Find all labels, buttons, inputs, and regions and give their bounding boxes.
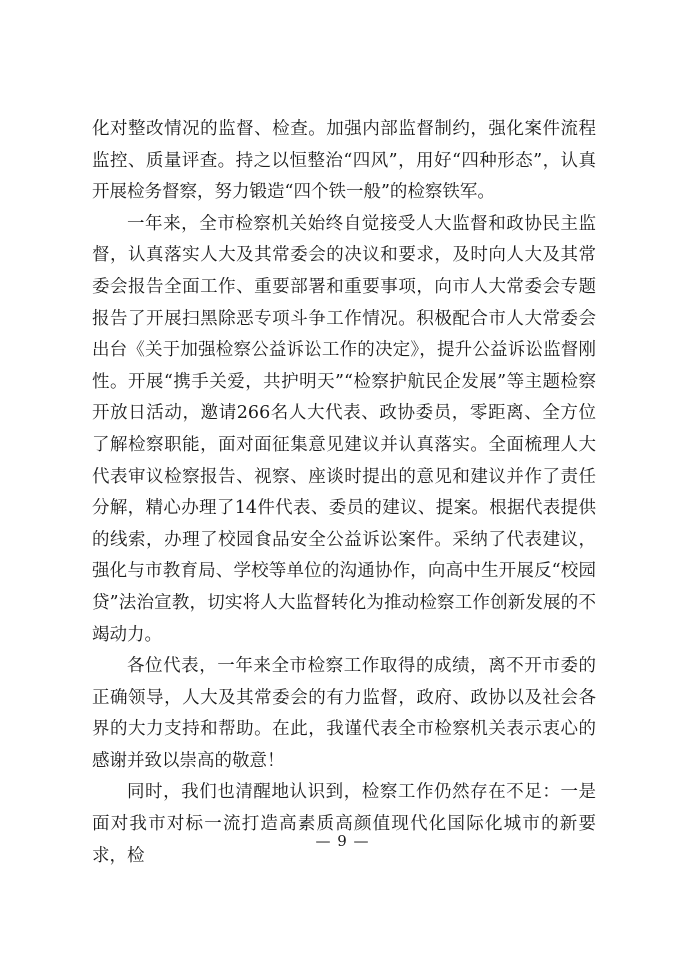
paragraph-acknowledgement: 各位代表，一年来全市检察工作取得的成绩，离不开市委的正确领导，人大及其常委会的有力监督，政府、政协以及社会各界的大力支持和帮助。在此，我谨代表全市检察机关表示衷心的感谢并致以崇高的敬意！ bbox=[92, 656, 596, 771]
paragraph-supervision: 一年来，全市检察机关始终自觉接受人大监督和政协民主监督，认真落实人大及其常委会的决议和要求，及时向人大及其常委会报告全面工作、重要部署和重要事项，向市人大常委会专题报告了开展扫黑除恶专项斗争工作情况。积极配合市人大常委会出台《关于加强检察公益诉讼工作的决定》，提升公益诉讼监督刚性。开展“携手关爱，共护明天”“检察护航民企发展”等主题检察开放日活动，邀请266名人大代表、政协委员，零距离、全方位了解检察职能，面对面征集意见建议并认真落实。全面梳理人大代表审议检察报告、视察、座谈时提出的意见和建议并作了责任分解，精心办理了14件代表、委员的建议、提案。根据代表提供的线索，办理了校园食品安全公益诉讼案件。采纳了代表建议，强化与市教育局、学校等单位的沟通协作，向高中生开展反“校园贷”法治宣教，切实将人大监督转化为推动检察工作创新发展的不竭动力。 bbox=[92, 213, 596, 645]
page-number: — 9 — bbox=[315, 832, 370, 850]
body-text bbox=[92, 114, 596, 872]
paragraph-shortcomings: 同时，我们也清醒地认识到，检察工作仍然存在不足：一是面对我市对标一流打造高素质高颜值现代化国际化城市的新要求，检 bbox=[92, 782, 596, 866]
paragraph-continued: 化对整改情况的监督、检查。加强内部监督制约，强化案件流程监控、质量评查。持之以恒整治“四风”，用好“四种形态”，认真开展检务督察，努力锻造“四个铁一般”的检察铁军。 bbox=[92, 119, 596, 203]
